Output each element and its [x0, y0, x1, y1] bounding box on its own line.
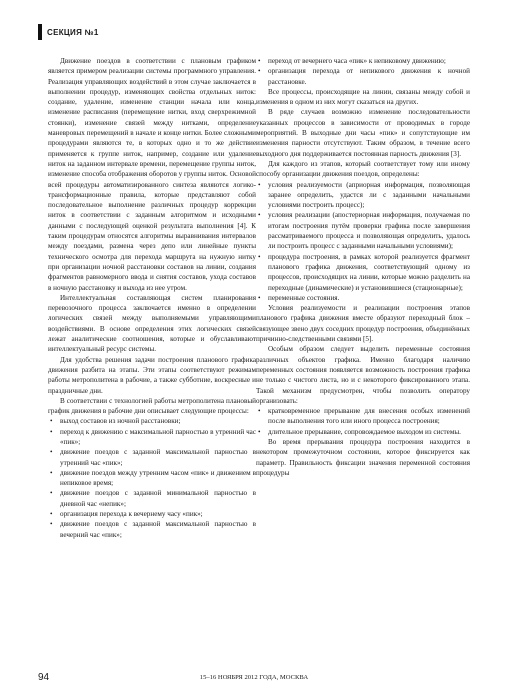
paragraph: Движение поездов в соответствии с плановым графиком является примером реализации системы программного управления. Реализация управляющих воздействий в этом случае заключается в выполнении процедур, изменяющих свойства отдельных ниток: создание, удаление, изменение станции начала или конца, изменение расписания (перемещение нитки, вход сверхрежимной стоянки), изменение связей между нитками, определение маневровых перемещений в начале и конце нитки. Более сложными процедурами являются те, в которых одно и то же действие применяется к группе ниток, например, создание или удаление ниток на заданном интервале времени, перемещение группы ниток, изменение способа отображения оборотов у группы ниток. Основой всей процедуры автоматизированного синтеза являются логико-трансформационные правила, которые представляют собой последовательное выполнение различных процедур коррекции ниток в соответствии с заданным алгоритмом и исходными данными с последующей оценкой результата выполнения [4]. К таким процедурам относятся алгоритмы выравнивания интервалов между поездами, размена через депо или линейные пункты технического осмотра для перехода маршрута на нужную нитку при организации ночной расстановки составов на линии, создания фрагментов равномерного ввода и снятия составов, ухода составов в ночную расстановку и выхода из нее утром.: [48, 57, 256, 292]
stage-definitions-list: [256, 180, 470, 304]
paragraph: В соответствии с технологией работы метрополитена плановый график движения в рабочие дни описывает следующие процессы:: [48, 396, 256, 416]
process-list: [48, 416, 256, 540]
list-item: • длительное прерывание, сопровождаемое выходом из системы.: [256, 427, 470, 437]
list-item: • кратковременное прерывание для внесения особых изменений после выполнения того или иного процесса построения;: [256, 406, 470, 427]
footer-event: 15–16 НОЯБРЯ 2012 ГОДА, МОСКВА: [199, 674, 309, 681]
list-item: • движение поездов с заданной минимальной парностью в дневной час «непик»;: [48, 488, 256, 509]
paragraph: Особым образом следует выделить переменные состояния различных объектов графика. Именно благодаря наличию переменных состояния появляется возможность построения графика не только с чистого листа, но и с некоторого фиксированного этапа. Такой механизм предусмотрен, чтобы позволить оператору организовать:: [256, 345, 470, 405]
list-item: • движение поездов с заданной максимальной парностью в утренний час «пик»;: [48, 447, 256, 468]
interruption-list: [256, 406, 470, 437]
paragraph: Все процессы, происходящие на линии, связаны между собой и изменения в одном из них могут сказаться на других.: [256, 87, 470, 107]
paragraph: Для удобства решения задачи построения планового графика движения разбита на этапы. Эти этапы соответствуют режимам работы метрополитена в рабочие, а также субботние, воскресные и праздничные дни.: [48, 355, 256, 395]
list-item: • движение поездов с заданной максимальной парностью в вечерний час «пик»;: [48, 519, 256, 540]
paragraph: Во время прерывания процедура построения находится в некотором промежуточном состоянии, которое фиксируется как параметр. Правильность фиксации значения переменной состояния процедуры: [256, 437, 470, 477]
list-item: • организация перехода от непикового движения к ночной расстановке.: [256, 66, 470, 87]
page-number: 94: [38, 672, 50, 683]
list-item: • организация перехода к вечернему часу «пик»;: [48, 509, 256, 519]
list-item: • переход к движению с максимальной парностью в утренний час «пик»;: [48, 427, 256, 448]
process-list-continued: [256, 56, 470, 87]
list-item: • процедура построения, в рамках которой реализуется фрагмент планового графика движения, соответствующий одному из процессов, происходящих на линии, которые можно разделить на переходные (динамические) и установившиеся (стационарные);: [256, 252, 470, 293]
section-header: [38, 24, 99, 40]
section-marker-bar: [38, 24, 42, 40]
paragraph: Условия реализуемости и реализации построения этапов планового графика движения вместе образуют переходный блок – связующее звено двух соседних процедур построения, объединённых причинно-следственными связями [5].: [256, 304, 470, 344]
list-item: • переменные состояния.: [256, 293, 470, 303]
list-item: • условия реализуемости (априорная информация, позволяющая заранее определить, удастся ли с заданными начальными условиями построить процесс);: [256, 180, 470, 211]
list-item: • переход от вечернего часа «пик» к непиковому движению;: [256, 56, 470, 66]
section-label: СЕКЦИЯ №1: [47, 27, 99, 37]
paragraph: В ряде случаев возможно изменение последовательности указанных процессов в зависимости от проводимых в городе мероприятий. В выходные дни часы «пик» и сопутствующие им изменения парности отсутствуют. Таким образом, в течение всего выходного дня поддерживается постоянная парность движения [3].: [256, 108, 470, 158]
paragraph: Интеллектуальная составляющая систем планирования перевозочного процесса заключается именно в определении логических связей между выполняемыми управляющими воздействиями. В основе определения этих логических связей лежат аналитические соотношения, которые и обуславливают интеллектуальный ресурс системы.: [48, 293, 256, 354]
list-item: • выход составов из ночной расстановки;: [48, 416, 256, 426]
list-item: • движение поездов между утренним часом «пик» и движением в непиковое время;: [48, 468, 256, 489]
right-column: [256, 56, 470, 478]
left-column: [48, 56, 256, 540]
paragraph: Для каждого из этапов, который соответствует тому или иному способу организации движения поездов, определены:: [256, 159, 470, 179]
list-item: • условия реализации (апостериорная информация, получаемая по итогам построения путём проверки графика после завершения рассматриваемого процесса и позволяющая определить, удалось ли построить процесс с заданными начальными условиями);: [256, 210, 470, 251]
